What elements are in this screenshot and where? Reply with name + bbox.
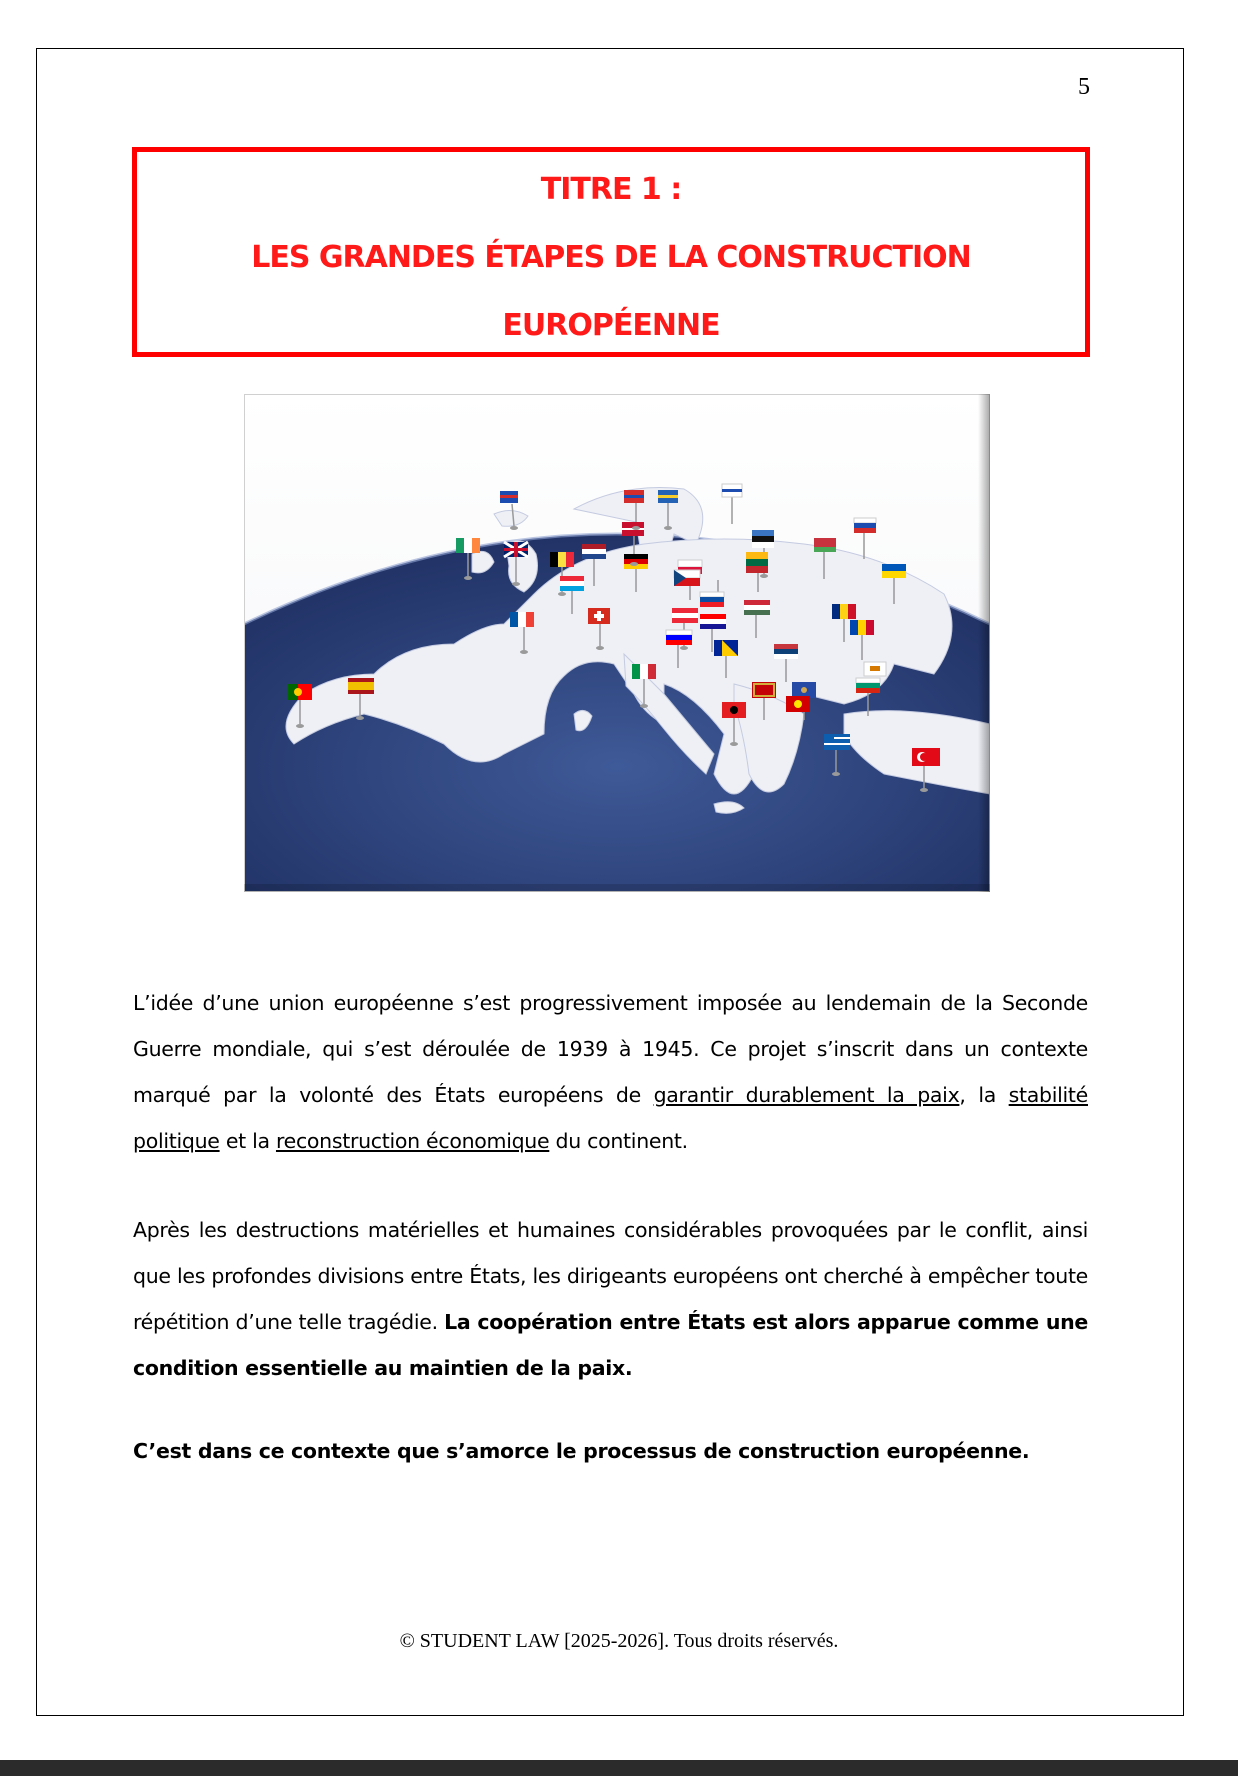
underlined-phrase: reconstruction économique	[275, 1129, 550, 1153]
paragraph-context	[133, 1207, 1088, 1391]
page-number: 5	[1078, 74, 1090, 100]
title-line-1: TITRE 1 :	[540, 172, 682, 207]
bold-phrase: C’est dans ce contexte que s’amorce le processus de construction européenne.	[133, 1439, 1030, 1463]
title-line-3: EUROPÉENNE	[502, 308, 720, 343]
paragraph-text: , la	[959, 1083, 1009, 1107]
underlined-phrase: stabilité politique	[133, 1083, 1088, 1153]
viewer-bottom-bar	[0, 1760, 1238, 1776]
europe-flags-map-image	[244, 394, 990, 892]
page-edge	[1222, 0, 1238, 1760]
paragraph-intro	[133, 980, 1088, 1164]
paragraph-text: L’idée d’une union européenne s’est progressivement imposée au lendemain de la Seconde Guerre mondiale, qui s’est déroulée de 1939 à 1945. Ce projet s’inscrit dans un contexte marqué par la volonté des États européens de	[133, 991, 1088, 1107]
paragraph-conclusion	[133, 1428, 1088, 1474]
title-line-2: LES GRANDES ÉTAPES DE LA CONSTRUCTION	[251, 240, 971, 275]
page-footer: © STUDENT LAW [2025-2026]. Tous droits réservés.	[399, 1630, 839, 1652]
title-box	[132, 147, 1090, 357]
paragraph-text: du continent.	[549, 1129, 688, 1153]
paragraph-text: et la	[219, 1129, 276, 1153]
bold-phrase: La coopération entre États est alors apparue comme une condition essentielle au maintien de la paix.	[133, 1310, 1089, 1380]
paragraph-text: Après les destructions matérielles et humaines considérables provoquées par le conflit, ainsi que les profondes divisions entre États, les dirigeants européens ont cherché à empêcher toute répétition d’une telle tragédie.	[133, 1218, 1088, 1334]
underlined-phrase: garantir durablement la paix	[653, 1083, 960, 1107]
